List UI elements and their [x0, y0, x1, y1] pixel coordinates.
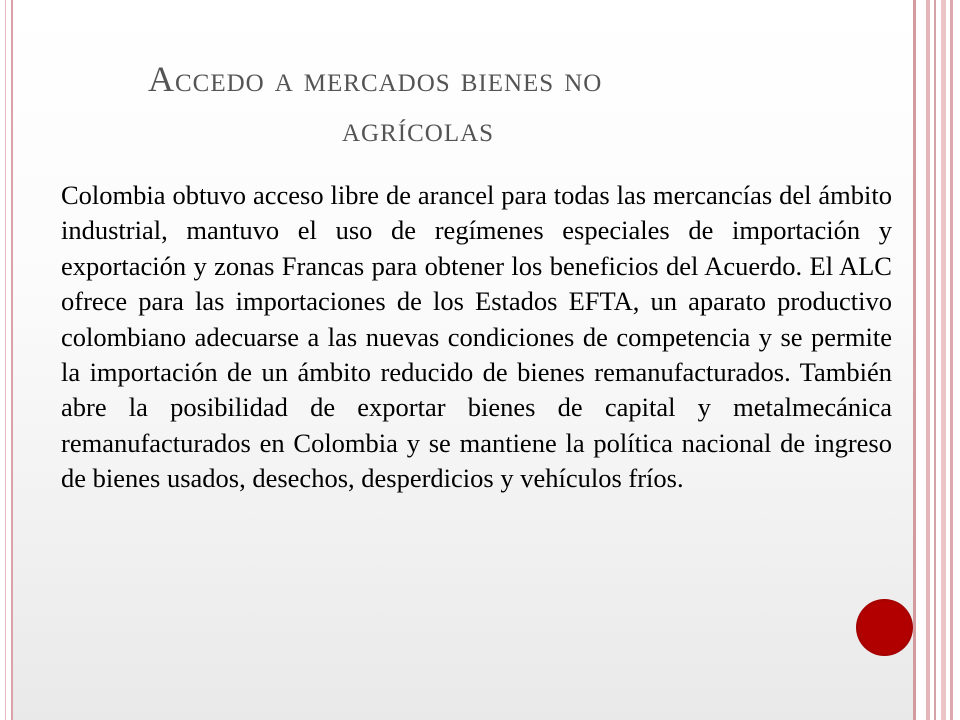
slide-title [148, 54, 788, 154]
red-circle-decoration [856, 599, 913, 656]
decorative-bar [950, 0, 953, 720]
decorative-bar [941, 0, 946, 720]
slide-title-line2: agrícolas [342, 109, 495, 149]
decorative-bar [934, 0, 936, 720]
slide-title-line1: Accedo a mercados bienes no [148, 59, 603, 99]
slide-body-text: Colombia obtuvo acceso libre de arancel para todas las mercancías del ámbito industrial, mantuvo el uso de regímenes especiales de importación y exportación y zonas Francas para obtener los beneficios del Acuerdo. El ALC ofrece para las importaciones de los Estados EFTA, un aparato productivo colombiano adecuarse a las nuevas condiciones de competencia y se permite la importación de un ámbito reducido de bienes remanufacturados. También abre la posibilidad de exportar bienes de capital y metalmecánica remanufacturados en Colombia y se mantiene la política nacional de ingreso de bienes usados, desechos, desperdicios y vehículos fríos. [61, 180, 892, 494]
left-decorative-border [0, 0, 13, 720]
right-decorative-bars [913, 0, 960, 720]
decorative-bar [926, 0, 930, 720]
